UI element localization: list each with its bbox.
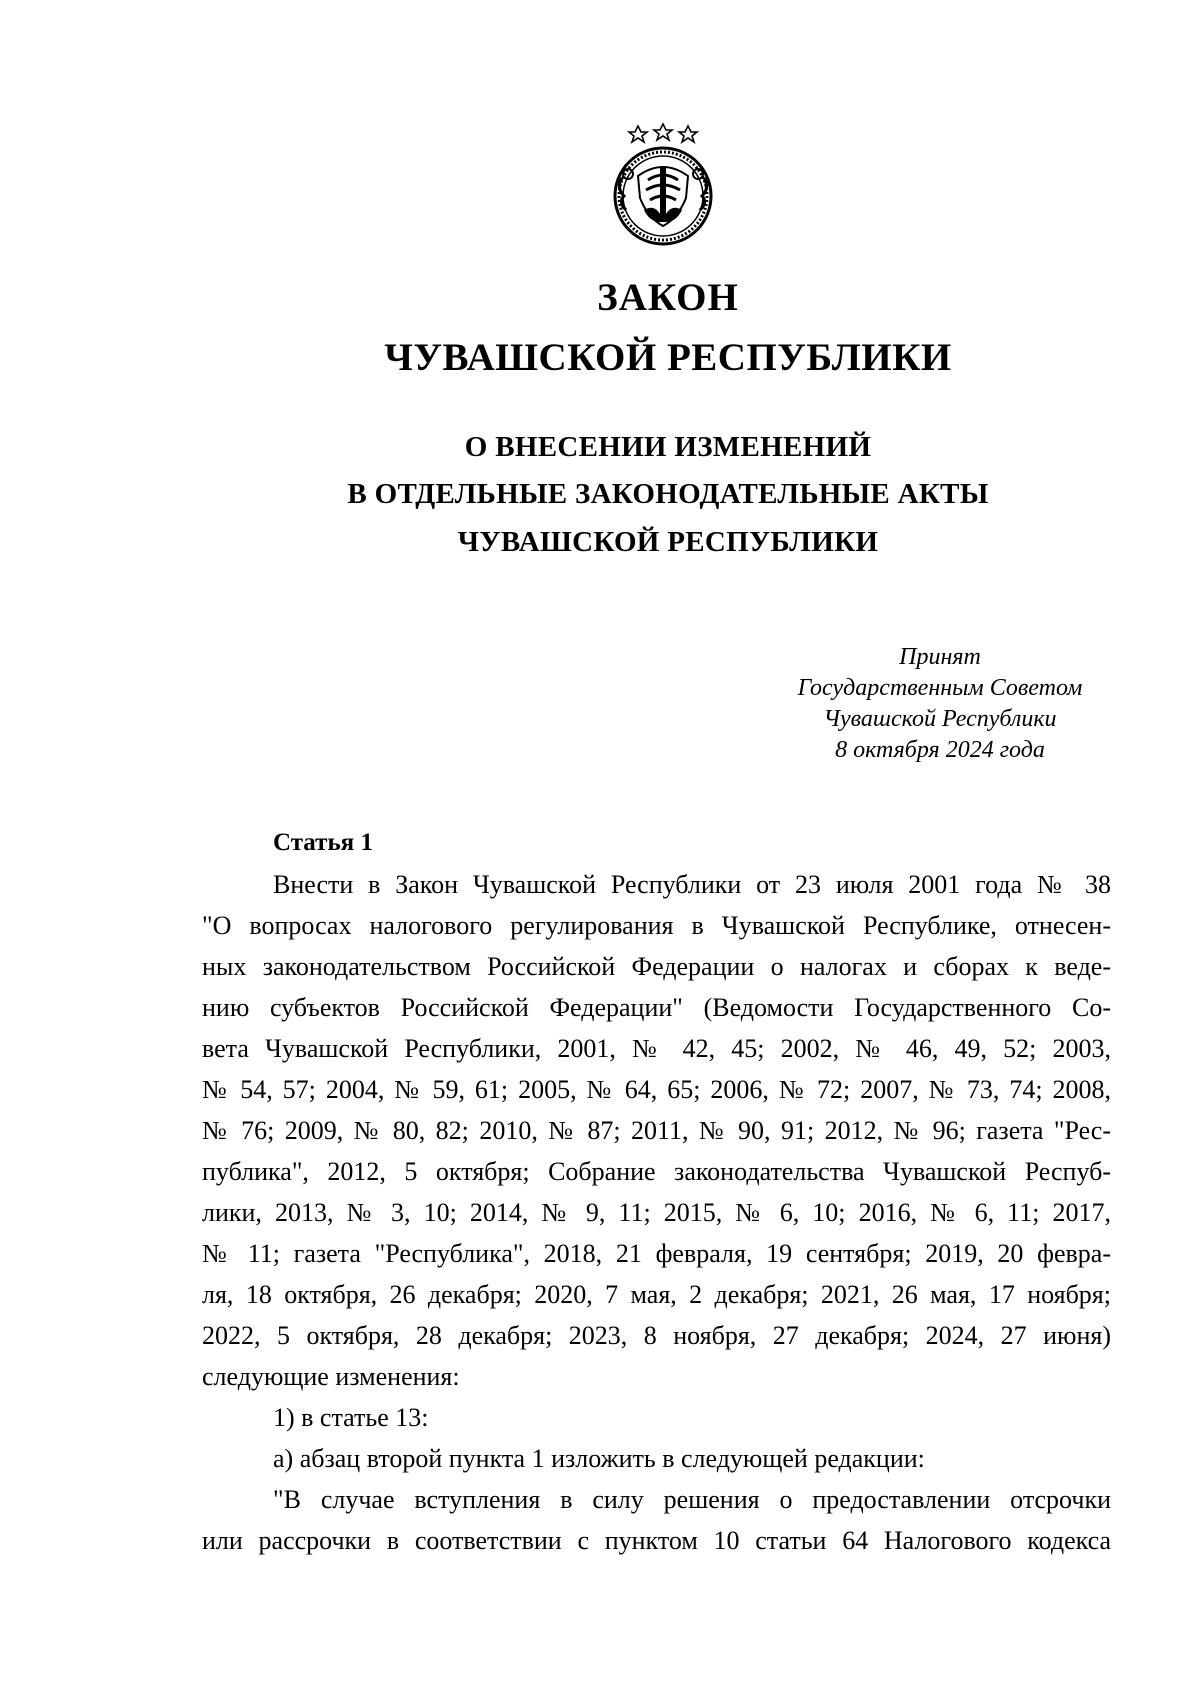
article-text-line: вета Чувашской Республики, 2001, № 42, 45; 2002, № 46, 49, 52; 2003,	[202, 1034, 1111, 1063]
article-text-line: "В случае вступления в силу решения о предоставлении отсрочки	[273, 1485, 1111, 1514]
article-text-line: ных законодательством Российской Федерации о налогах и сборах к веде-	[202, 952, 1111, 981]
article-text-line: № 54, 57; 2004, № 59, 61; 2005, № 64, 65; 2006, № 72; 2007, № 73, 74; 2008,	[202, 1075, 1111, 1104]
article-text-line: Внести в Закон Чувашской Республики от 23 июля 2001 года № 38	[273, 870, 1111, 899]
coat-of-arms-icon	[598, 118, 728, 248]
law-subject-line-3: ЧУВАШСКОЙ РЕСПУБЛИКИ	[457, 526, 879, 558]
article-text-line: ля, 18 октября, 26 декабря; 2020, 7 мая, 2 декабря; 2021, 26 мая, 17 ноября;	[202, 1280, 1111, 1309]
adoption-line: Государственным Советом	[797, 675, 1083, 701]
article-heading: Статья 1	[273, 829, 373, 856]
article-text-line: "О вопросах налогового регулирования в Чувашской Республике, отнесен-	[202, 911, 1111, 940]
adoption-date: 8 октября 2024 года	[835, 737, 1045, 763]
adoption-line: Чувашской Республики	[823, 706, 1057, 732]
law-subject-line-2: В ОТДЕЛЬНЫЕ ЗАКОНОДАТЕЛЬНЫЕ АКТЫ	[347, 478, 989, 510]
article-text-line: или рассрочки в соответствии с пунктом 10 статьи 64 Налогового кодекса	[202, 1526, 1111, 1555]
law-issuer: ЧУВАШСКОЙ РЕСПУБЛИКИ	[384, 336, 952, 379]
adoption-line: Принят	[899, 644, 981, 670]
article-text-line: следующие изменения:	[202, 1362, 460, 1391]
article-text-line: нию субъектов Российской Федерации" (Ведомости Государственного Со-	[202, 993, 1111, 1022]
law-title: ЗАКОН	[597, 276, 739, 319]
article-text-line: а) абзац второй пункта 1 изложить в следующей редакции:	[273, 1444, 925, 1473]
article-text-line: лики, 2013, № 3, 10; 2014, № 9, 11; 2015, № 6, 10; 2016, № 6, 11; 2017,	[202, 1198, 1111, 1227]
article-text-line: публика", 2012, 5 октября; Собрание законодательства Чувашской Респуб-	[202, 1157, 1111, 1186]
article-text-line: 1) в статье 13:	[273, 1403, 429, 1432]
adoption-block	[790, 642, 1090, 766]
law-subject-line-1: О ВНЕСЕНИИ ИЗМЕНЕНИЙ	[464, 431, 872, 463]
article-text-line: № 11; газета "Республика", 2018, 21 февраля, 19 сентября; 2019, 20 февра-	[202, 1239, 1111, 1268]
article-text-line: 2022, 5 октября, 28 декабря; 2023, 8 ноября, 27 декабря; 2024, 27 июня)	[202, 1321, 1111, 1350]
article-text-line: № 76; 2009, № 80, 82; 2010, № 87; 2011, № 90, 91; 2012, № 96; газета "Рес-	[202, 1116, 1111, 1145]
